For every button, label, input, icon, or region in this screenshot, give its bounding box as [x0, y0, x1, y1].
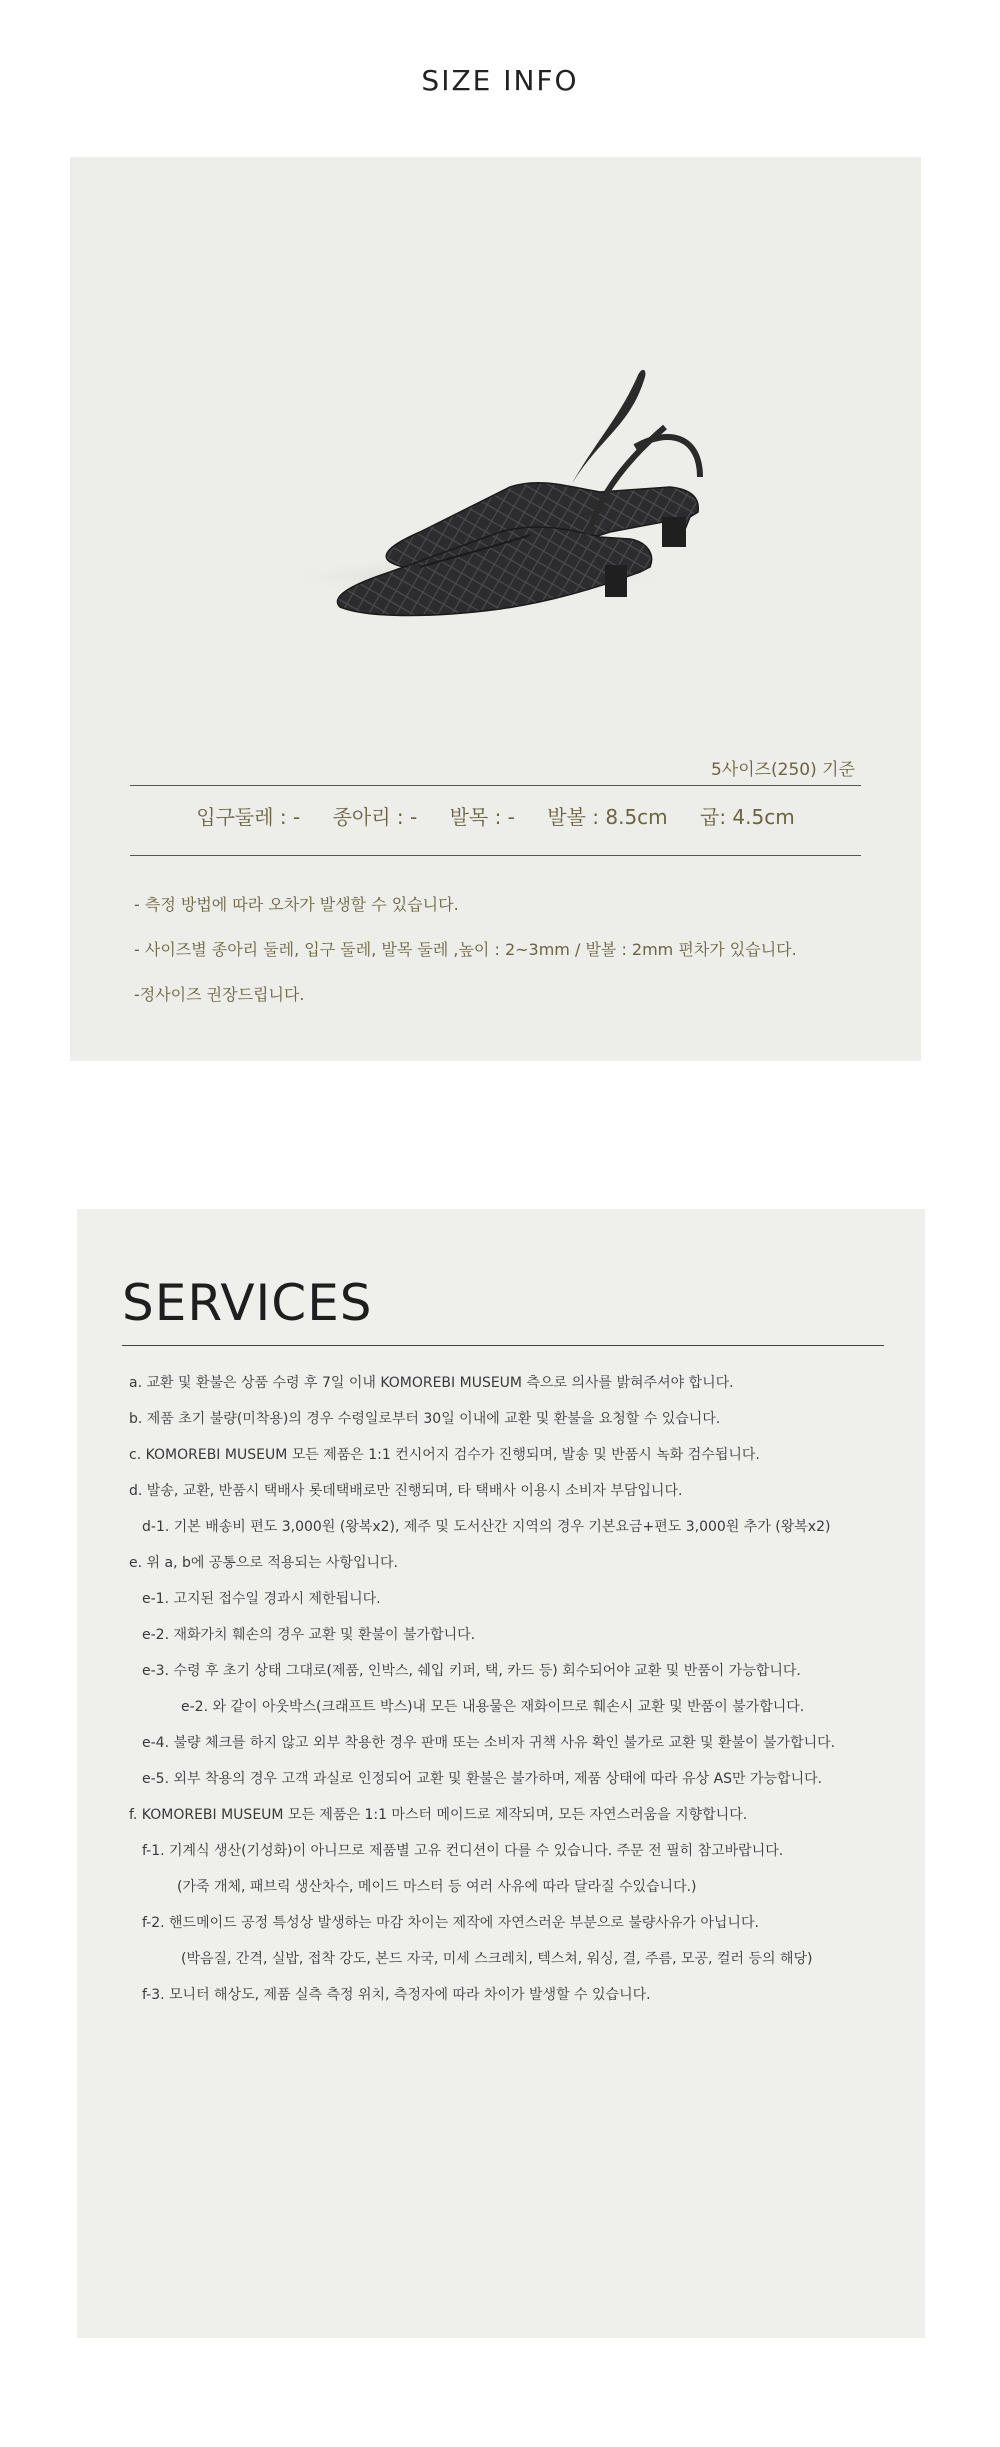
service-line-f2: f-2. 핸드메이드 공정 특성상 발생하는 마감 차이는 제작에 자연스러운 부분으로 불량사유가 아닙니다. — [142, 1915, 759, 1931]
service-line-f3: f-3. 모니터 해상도, 제품 실측 측정 위치, 측정자에 따라 차이가 발생할 수 있습니다. — [142, 1987, 651, 2003]
services-title-rule — [122, 1345, 884, 1346]
service-line-e1: e-1. 고지된 접수일 경과시 제한됩니다. — [142, 1591, 381, 1607]
services-title: SERVICES — [122, 1274, 373, 1332]
measurement-heel: 굽: 4.5cm — [700, 805, 795, 829]
measurement-calf: 종아리 : - — [332, 805, 418, 829]
service-line-e: e. 위 a, b에 공통으로 적용되는 사항입니다. — [129, 1555, 398, 1571]
measurement-opening: 입구둘레 : - — [196, 805, 301, 829]
service-line-e2: e-2. 재화가치 훼손의 경우 교환 및 환불이 불가합니다. — [142, 1627, 476, 1643]
service-line-e3: e-3. 수령 후 초기 상태 그대로(제품, 인박스, 쉐입 키퍼, 택, 카드 등) 회수되어야 교환 및 반품이 가능합니다. — [142, 1663, 801, 1679]
service-line-d1: d-1. 기본 배송비 편도 3,000원 (왕복x2), 제주 및 도서산간 지역의 경우 기본요금+편도 3,000원 추가 (왕복x2) — [142, 1519, 831, 1535]
service-line-f1: f-1. 기계식 생산(기성화)이 아니므로 제품별 고유 컨디션이 다를 수 있습니다. 주문 전 필히 참고바랍니다. — [142, 1843, 784, 1859]
size-info-title: SIZE INFO — [421, 64, 579, 97]
service-line-a: a. 교환 및 환불은 상품 수령 후 7일 이내 KOMOREBI MUSEUM 측으로 의사를 밝혀주셔야 합니다. — [129, 1375, 734, 1391]
service-line-e4: e-4. 불량 체크를 하지 않고 외부 착용한 경우 판매 또는 소비자 귀책 사유 확인 불가로 교환 및 환불이 불가합니다. — [142, 1735, 836, 1751]
service-line-f2-note: (박음질, 간격, 실밥, 접착 강도, 본드 자국, 미세 스크레치, 텍스쳐, 워싱, 결, 주름, 모공, 컬러 등의 해당) — [181, 1951, 813, 1967]
measurement-ankle: 발목 : - — [449, 805, 515, 829]
service-line-e5: e-5. 외부 착용의 경우 고객 과실로 인정되어 교환 및 환불은 불가하며, 제품 상태에 따라 유상 AS만 가능합니다. — [142, 1771, 823, 1787]
service-line-e3-note: e-2. 와 같이 아웃박스(크래프트 박스)내 모든 내용물은 재화이므로 훼손시 교환 및 반품이 불가합니다. — [181, 1699, 805, 1715]
services-card — [77, 1209, 925, 2338]
size-note-3: -정사이즈 권장드립니다. — [134, 985, 305, 1004]
size-info-card — [70, 157, 921, 1061]
service-line-b: b. 제품 초기 불량(미착용)의 경우 수령일로부터 30일 이내에 교환 및 환불을 요청할 수 있습니다. — [129, 1411, 721, 1427]
product-image — [270, 317, 750, 627]
size-note-2: - 사이즈별 종아리 둘레, 입구 둘레, 발목 둘레 ,높이 : 2~3mm / 발볼 : 2mm 편차가 있습니다. — [134, 940, 797, 959]
measurements-row — [130, 801, 861, 830]
measure-bottom-rule — [130, 855, 861, 856]
measurement-width: 발볼 : 8.5cm — [547, 805, 668, 829]
service-line-c: c. KOMOREBI MUSEUM 모든 제품은 1:1 컨시어지 검수가 진행되며, 발송 및 반품시 녹화 검수됩니다. — [129, 1447, 760, 1463]
size-note-1: - 측정 방법에 따라 오차가 발생할 수 있습니다. — [134, 895, 459, 914]
slingback-shoes-illustration — [270, 317, 750, 627]
service-line-f1-note: (가죽 개체, 패브릭 생산차수, 메이드 마스터 등 여러 사유에 따라 달라질 수있습니다.) — [177, 1879, 697, 1895]
service-line-f: f. KOMOREBI MUSEUM 모든 제품은 1:1 마스터 메이드로 제작되며, 모든 자연스러움을 지향합니다. — [129, 1807, 748, 1823]
measure-top-rule — [130, 785, 861, 786]
service-line-d: d. 발송, 교환, 반품시 택배사 롯데택배로만 진행되며, 타 택배사 이용시 소비자 부담입니다. — [129, 1483, 683, 1499]
base-size-note: 5사이즈(250) 기준 — [710, 760, 855, 780]
